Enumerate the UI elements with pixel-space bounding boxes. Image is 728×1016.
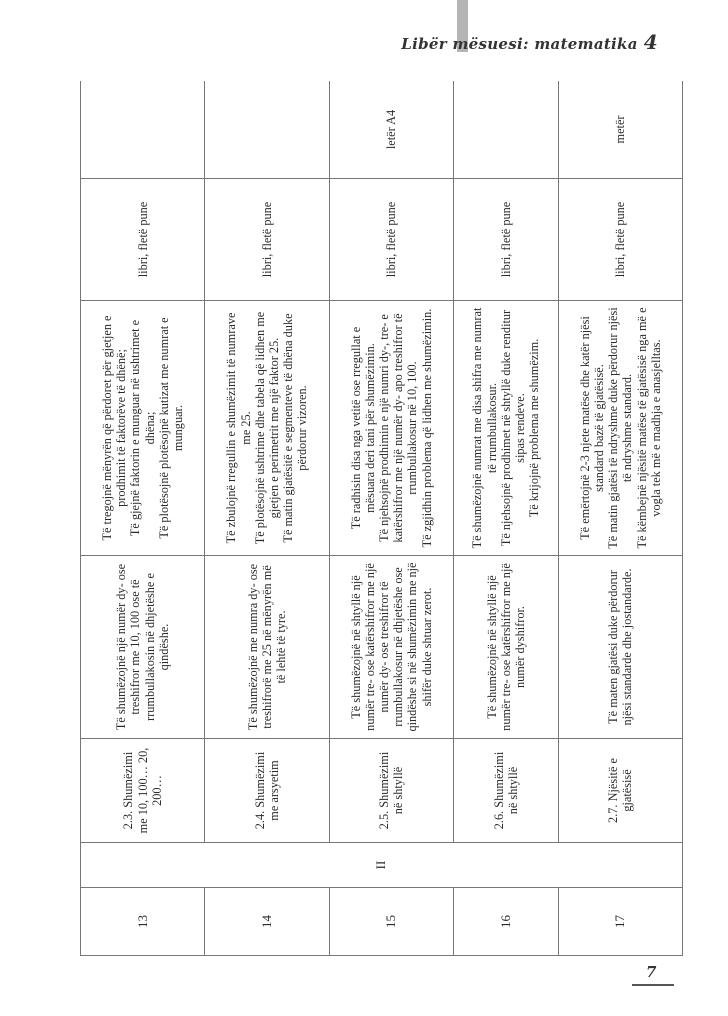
skill-item: Të zgjidhin problema që lidhen me shumëzimin. — [419, 308, 434, 548]
unit-label: II — [81, 843, 683, 888]
skill-item: Të krijojnë problema me shumëzim. — [527, 338, 542, 518]
footer-rule — [632, 984, 674, 986]
lesson-topic: 2.3. Shumëzimi me 10, 100… 20, 200… — [81, 739, 205, 843]
skill-item: Të plotësojnë ushtrime dhe tabela që lidhen me gjetjen e perimetrit me një faktor 25. — [252, 311, 281, 545]
lesson-topic: 2.7. Njësitë e gjatësisë — [558, 739, 682, 843]
skill-item: Të shumëzojnë numrat me disa shifra me numrat të rrumbullakosur. — [470, 307, 499, 549]
book-title-number: 4 — [643, 30, 658, 54]
table-row — [329, 81, 453, 956]
curriculum-table — [80, 81, 683, 956]
lesson-skills — [81, 301, 205, 556]
skill-item: Të plotësojnë plotësojnë kutizat me numrat e munguar. — [156, 317, 186, 539]
skill-item: Të matin gjatësitë e segmenteve të dhëna duke përdorur vizoren. — [281, 313, 310, 543]
lesson-topic: 2.5. Shumëzimi në shtyllë — [329, 739, 453, 843]
lesson-resources: libri, fletë pune — [205, 179, 329, 301]
skill-item: Të radhisin disa nga vetitë ose rregullat e mësuara deri tani për shumëzimin. — [348, 326, 377, 530]
page-number: 7 — [646, 963, 657, 981]
lesson-skills — [558, 301, 682, 556]
table-row — [81, 81, 205, 956]
skill-item: Të gjejnë faktorin e munguar në ushtrimet e dhëna; — [128, 319, 157, 537]
lesson-topic: 2.4. Shumëzimi me arsyetim — [205, 739, 329, 843]
lesson-topic: 2.6. Shumëzimi në shtyllë — [453, 739, 558, 843]
lesson-number: 14 — [205, 888, 329, 956]
lesson-skills — [329, 301, 453, 556]
lesson-content: Të maten gjatësi duke përdorur njësi standarde dhe jostandarde. — [558, 556, 682, 739]
lesson-content: Të shumëzojnë në shtyllë një numër tre- ose katërshifror me një numër dyshifror. — [453, 556, 558, 739]
lesson-content: Të shumëzojnë me numra dy- ose treshifrorë me 25 në mënyrën më të lehtë të tyre. — [205, 556, 329, 739]
book-title-text: Libër mësuesi: matematika — [401, 35, 638, 53]
lesson-number: 15 — [329, 888, 453, 956]
table-row — [453, 81, 558, 956]
skill-item: Të njehsojnë prodhimet në shtyllë duke renditur sipas rendeve. — [498, 309, 527, 547]
lesson-content: Të shumëzojnë një numër dy- ose treshifror me 10, 100 ose të rrumbullakosin në dhjetëshe e qindëshe. — [81, 556, 205, 739]
lesson-number: 13 — [81, 888, 205, 956]
lesson-materials — [453, 81, 558, 179]
lesson-materials — [205, 81, 329, 179]
table-row — [205, 81, 329, 956]
lesson-skills — [453, 301, 558, 556]
lesson-materials: metër — [558, 81, 682, 179]
lesson-number: 16 — [453, 888, 558, 956]
curriculum-table-frame — [80, 81, 683, 956]
table-row — [558, 81, 682, 956]
lesson-skills — [205, 301, 329, 556]
lesson-content: Të shumëzojnë në shtyllë një numër tre- ose katërshifror me një numër dy- ose treshifror të rrumbullakosur në dhjetëshe ose qindëshe si në shumëzimin me një shifër duke shtuar zerot. — [329, 556, 453, 739]
skill-item: Të emërtojnë 2-3 njete matëse dhe katër njësi standard bazë të gjatësisë. — [577, 316, 606, 540]
lesson-resources: libri, fletë pune — [81, 179, 205, 301]
skill-item: Të tregojnë mënyrën që përdoret për gjetjen e prodhimit të faktorëve të dhënë; — [100, 315, 129, 541]
skill-item: Të zbulojnë rregullin e shumëzimit të numrave me 25. — [224, 312, 253, 544]
skill-item: Të matin gjatësi të ndryshme duke përdorur njësi të ndryshme standard. — [606, 307, 635, 549]
lesson-materials — [81, 81, 205, 179]
skill-item: Të njehsojnë prodhimin e një numri dy-, tre- e katërshifror me një numër dy- apo treshifror të rrumbullakosur në 10, 100. — [377, 313, 420, 543]
lesson-resources: libri, fletë pune — [558, 179, 682, 301]
lesson-resources: libri, fletë pune — [329, 179, 453, 301]
rotated-table-container — [80, 81, 683, 956]
lesson-materials: letër A4 — [329, 81, 453, 179]
lesson-resources: libri, fletë pune — [453, 179, 558, 301]
book-title — [401, 30, 658, 54]
lesson-number: 17 — [558, 888, 682, 956]
skill-item: Të këmbejnë njësitë matëse të gjatësisë nga më e vogla tek më e madhja e anasjelltas. — [634, 307, 663, 549]
